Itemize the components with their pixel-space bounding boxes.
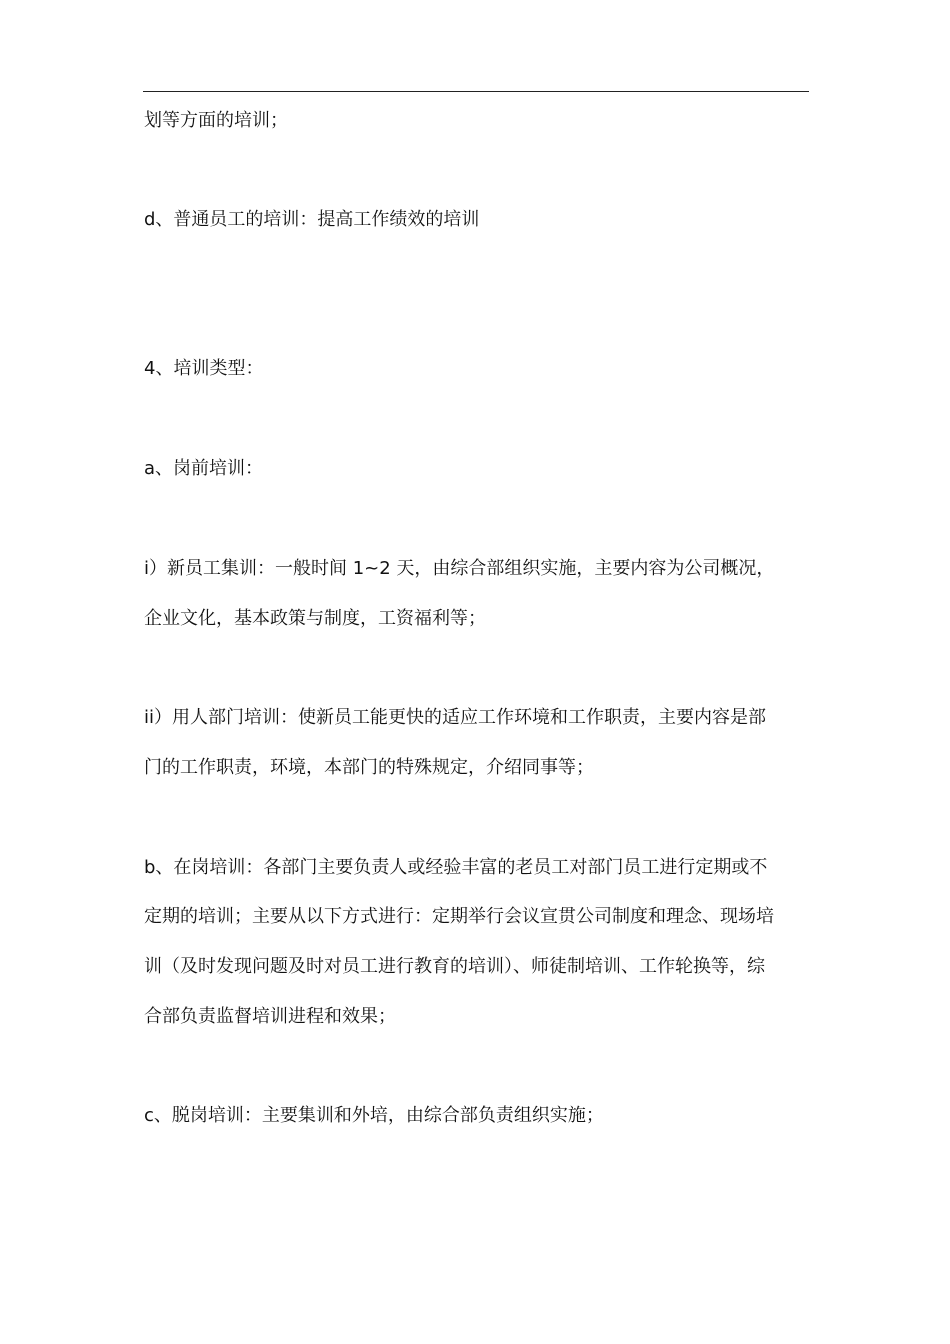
header-rule <box>143 91 809 92</box>
text-line-6: 企业文化，基本政策与制度，工资福利等； <box>144 608 486 629</box>
text-line-10: 定期的培训；主要从以下方式进行：定期举行会议宣贯公司制度和理念、现场培 <box>144 906 774 927</box>
text-line-13: c、脱岗培训：主要集训和外培，由综合部负责组织实施； <box>144 1105 604 1126</box>
text-line-5: i）新员工集训：一般时间 1~2 天，由综合部组织实施，主要内容为公司概况， <box>144 558 775 579</box>
text-line-11: 训（及时发现问题及时对员工进行教育的培训）、师徒制培训、工作轮换等，综 <box>144 956 765 977</box>
text-line-1: 划等方面的培训； <box>144 110 288 131</box>
text-line-12: 合部负责监督培训进程和效果； <box>144 1006 396 1027</box>
text-line-7: ii）用人部门培训：使新员工能更快的适应工作环境和工作职责，主要内容是部 <box>144 707 766 728</box>
text-line-9: b、在岗培训：各部门主要负责人或经验丰富的老员工对部门员工进行定期或不 <box>144 857 768 878</box>
text-line-8: 门的工作职责，环境，本部门的特殊规定，介绍同事等； <box>144 757 594 778</box>
subsection-heading: a、岗前培训： <box>144 458 264 479</box>
section-heading: 4、培训类型： <box>144 358 264 379</box>
text-line-2: d、普通员工的培训：提高工作绩效的培训 <box>144 209 480 230</box>
